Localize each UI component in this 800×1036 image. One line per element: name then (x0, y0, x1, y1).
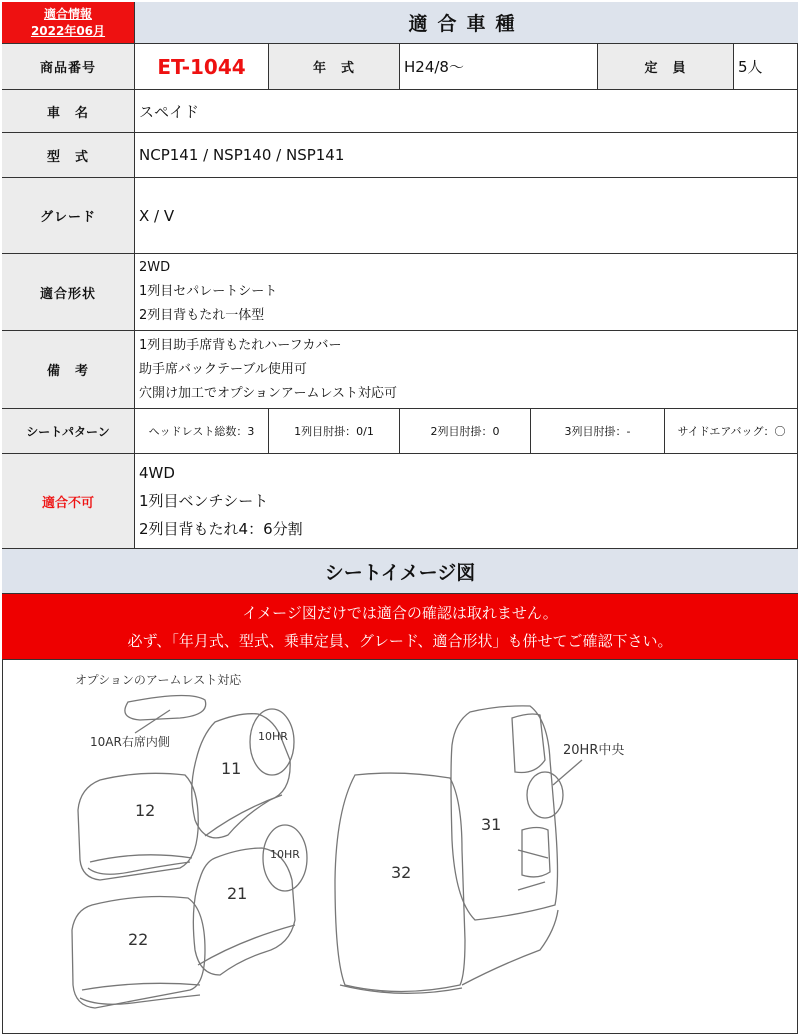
product-number-label: 商品番号 (2, 44, 135, 89)
model-label: 型 式 (2, 133, 135, 177)
armrest-leader (135, 710, 170, 733)
not-fit-row (2, 454, 798, 549)
part-21-label: 21 (227, 884, 248, 903)
seat-diagram (3, 661, 797, 1033)
part-32-shape (335, 773, 465, 991)
option-label: オプションのアームレスト対応 (75, 673, 242, 687)
fit-shape-value (135, 254, 798, 330)
seat-image-title: シートイメージ図 (2, 549, 798, 594)
car-name-label: 車 名 (2, 90, 135, 132)
not-fit-value (135, 454, 798, 548)
year-label: 年 式 (269, 44, 400, 89)
notes-row (2, 331, 798, 409)
fit-shape-row (2, 254, 798, 331)
year-value: H24/8～ (400, 44, 598, 89)
grade-value: X / V (139, 206, 175, 225)
side-airbag: サイドエアバッグ：〇 (677, 425, 786, 438)
product-row (2, 44, 798, 90)
row3-armrest: 3列目肘掛：- (531, 409, 665, 453)
part-12-label: 12 (135, 801, 156, 820)
model-row (2, 133, 798, 178)
badge-date: 2022年06月 (30, 23, 106, 38)
grade-label: グレード (2, 178, 135, 253)
grade-row (2, 178, 798, 254)
warning-banner (2, 594, 798, 660)
row2-armrest: 2列目肘掛：0 (400, 409, 531, 453)
warning-line: イメージ図だけでは適合の確認は取れません。 (242, 603, 558, 622)
part-21-shape (193, 848, 295, 975)
fit-shape-line: 1列目セパレートシート (139, 284, 278, 299)
part-31-label: 31 (481, 815, 502, 834)
capacity-value: 5人 (738, 58, 763, 76)
headrest-20hr-shape (527, 772, 563, 818)
capacity-label: 定 員 (598, 44, 734, 89)
not-fit-line: 4WD (139, 464, 175, 482)
notes-label: 備 考 (2, 331, 135, 408)
row1-armrest: 1列目肘掛：0/1 (269, 409, 400, 453)
header-row (2, 2, 798, 44)
not-fit-line: 2列目背もたれ4：6分割 (139, 520, 303, 538)
part-32-label: 32 (391, 863, 412, 882)
armrest-label: 10AR右席内側 (90, 735, 170, 749)
fit-shape-line: 2WD (139, 260, 171, 275)
headrest-total: ヘッドレスト総数：3 (135, 409, 269, 453)
notes-line: 助手席バックテーブル使用可 (139, 361, 307, 377)
part-22-shape (72, 897, 205, 1008)
headrest-10hr-a-label: 10HR (258, 730, 288, 743)
fit-info-badge (2, 2, 135, 43)
seat-pattern-label: シートパターン (2, 409, 135, 453)
warning-line: 必ず、「年月式、型式、乗車定員、グレード、適合形状」も併せてご確認下さい。 (127, 631, 673, 650)
car-name-value: スペイド (139, 102, 200, 121)
headrest-10hr-b-label: 10HR (270, 848, 300, 861)
notes-value (135, 331, 798, 408)
car-name-row (2, 90, 798, 133)
part-31-shape (451, 706, 558, 920)
seat-pattern-row (2, 409, 798, 454)
model-value: NCP141 / NSP140 / NSP141 (139, 146, 345, 164)
not-fit-label: 適合不可 (2, 454, 135, 548)
part-11-label: 11 (221, 759, 242, 778)
notes-line: 1列目助手席背もたれハーフカバー (139, 337, 342, 353)
fit-shape-label: 適合形状 (2, 254, 135, 330)
part-22-label: 22 (128, 930, 149, 949)
headrest-20hr-label: 20HR中央 (563, 743, 625, 758)
armrest-shape (125, 695, 206, 720)
badge-title: 適合情報 (43, 6, 92, 21)
page-title: 適合車種 (135, 2, 798, 43)
headrest-20hr-leader (553, 760, 582, 785)
notes-line: 穴開け加工でオプションアームレスト対応可 (139, 385, 398, 401)
product-number: ET-1044 (135, 44, 269, 89)
not-fit-line: 1列目ベンチシート (139, 492, 269, 510)
fit-shape-line: 2列目背もたれ一体型 (139, 308, 265, 323)
